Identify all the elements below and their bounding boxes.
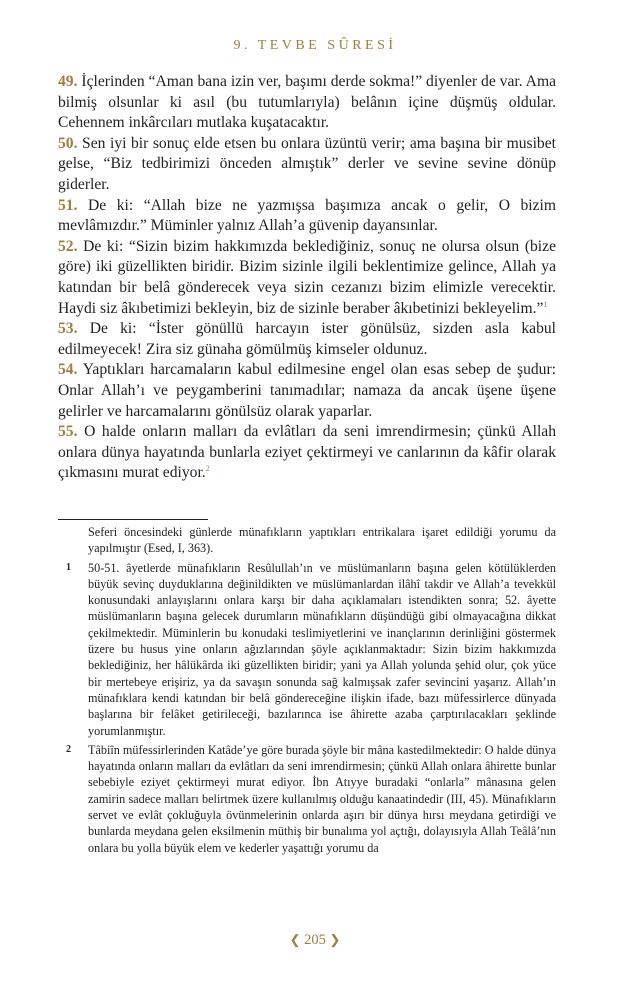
verse-55 <box>58 422 556 484</box>
verse-51 <box>58 196 556 237</box>
verse-number: 54. <box>58 361 78 379</box>
verse-54 <box>58 360 556 422</box>
verse-53 <box>58 319 556 360</box>
footnote-2 <box>58 742 556 856</box>
footnote-number: 2 <box>66 743 71 755</box>
page-number: 205 <box>304 932 326 948</box>
verse-number: 51. <box>58 196 78 214</box>
footnote-divider <box>58 519 208 520</box>
verse-number: 55. <box>58 423 78 441</box>
verse-text: Sen iyi bir sonuç elde etsen bu onlara üzüntü verir; ama başına bir musibet gelse, “Biz tedbirimizi önceden almıştık” derler ve sevine sevine dönüp giderler. <box>58 134 556 193</box>
verse-text: Yaptıkları harcamaların kabul edilmesine engel olan esas sebep de şudur: Onlar Allah’ı ve peygamberini tanımadılar; namaza da ancak üşene üşene gelirler ve harcamalarını gönülsüz olarak yaparlar. <box>58 361 557 420</box>
ornament-right-icon: ❯ <box>329 932 341 947</box>
verse-text: De ki: “Sizin bizim hakkımızda beklediğiniz, sonuç ne olursa olsun (bize göre) iki güzellikten biridir. Bizim sizinle ilgili beklentimize gelince, Allah ya katından bir belâ gönderecek veya sizin cezanızı bizim elimizle verecektir. Haydi siz âkıbetimizi bekleyin, biz de sizinle beraber âkıbetinizi bekleyelim.” <box>58 237 556 317</box>
footnote-number <box>58 524 88 557</box>
page-footer <box>0 932 630 949</box>
ornament-left-icon: ❮ <box>289 932 301 947</box>
verse-number: 53. <box>58 320 78 338</box>
footnote-ref[interactable]: 1 <box>543 299 548 309</box>
verse-52 <box>58 237 556 319</box>
footnote-number: 1 <box>66 561 71 573</box>
verse-text: De ki: “İster gönüllü harcayın ister gönülsüz, sizden asla kabul edilmeyecek! Zira siz günaha gömülmüş kimseler oldunuz. <box>58 320 556 358</box>
verse-number: 49. <box>58 73 78 90</box>
footnote-continuation <box>58 524 556 557</box>
footnote-text: Tâbiîn müfessirlerinden Katâde’ye göre burada şöyle bir mâna kastedilmektedir: O halde dünya hayatında onların malları da evlâtları da seni imrendirmesin; çünkü Allah onlara âhirette bunlar sebebiyle eziyet çektirmeyi murat ediyor. İbn Atıyye buradaki “onlarla” mânasına gelen zamirin sadece malları belirtmek üzere kullanılmış olduğu kanaatindedir (III, 45). Münafıkların servet ve evlât çokluğuyla övünmelerinin onlarda aşırı bir dünya hırsı meydana getirdiği ve bunlarda meydana gelen eksilmenin müthiş bir bunalıma yol açtığı, dolayısıyla Allah Teâlâ’nın onlara bu yolla büyük elem ve kederler yaşattığı yorumu da <box>88 742 556 855</box>
footnotes <box>58 524 556 856</box>
verse-text: De ki: “Allah bize ne yazmışsa başımıza ancak o gelir, O bizim mevlâmızdır.” Müminler yalnız Allah’a güvenip dayansınlar. <box>58 196 556 235</box>
footnote-text: Seferi öncesindeki günlerde münafıkların yaptıkları entrikalara işaret edildiği yorumu da yapılmıştır (Esed, I, 363). <box>88 525 556 556</box>
footnote-ref[interactable]: 2 <box>205 464 210 474</box>
verse-number: 50. <box>58 134 78 152</box>
page-header: 9. TEVBE SÛRESİ <box>233 38 397 53</box>
verse-number: 52. <box>58 237 78 255</box>
footnote-text: 50-51. âyetlerde münafıkların Resûlullah’ın ve müslümanların başına gelen kötülüklerden büyük sevinç duyduklarına değinildikten ve müslümanlardan ilâhî takdir ve Allah’a tevekkül konusundaki anlayışlarını onlara karşı bir daha açıklamaları istendikten sonra; 52. âyette müslümanların başına gelecek durumların münafıkların düşündüğü gibi olmayacağına dikkat çekilmektedir. Müminlerin bu konudaki teslimiyetlerini ve inançlarının derinliğini göstermek üzere bu husus yine onların ağızlarından şöyle açıklanmaktadır: Sizin bizim hakkımızda beklediğiniz, her hâlükârda iki güzellikten biridir; yani ya Allah yolunda şehid olur, çok yüce bir mertebeye erişiriz, ya da savaşın sonunda sağ kalmışsak zafer sevincini yaşarız. Allah’ın münafıklara kendi katından bir belâ göndereceğine ilişkin ifade, bazı müfessirlerce dünyada başlarına bir felâket getirileceği, bazılarınca ise âhirette azaba çarptırılacakları şeklinde yorumlanmıştır. <box>88 560 556 738</box>
verse-50 <box>58 134 556 196</box>
verse-text: O halde onların malları da evlâtları da seni imrendirmesin; çünkü Allah onlara dünya hayatında bunlarla eziyet çektirmeyi ve canlarının da kâfir olarak çıkmasını murat ediyor. <box>58 423 556 482</box>
verse-block <box>58 72 556 484</box>
footnote-1 <box>58 560 556 739</box>
verse-49 <box>58 72 556 134</box>
verse-text: İçlerinden “Aman bana izin ver, başımı derde sokma!” diyenler de var. Ama bilmiş olsunlar ki asıl (bu tutumlarıyla) belânın içine düşmüş oldular. Cehennem inkârcıları mutlaka kuşatacaktır. <box>58 73 556 132</box>
